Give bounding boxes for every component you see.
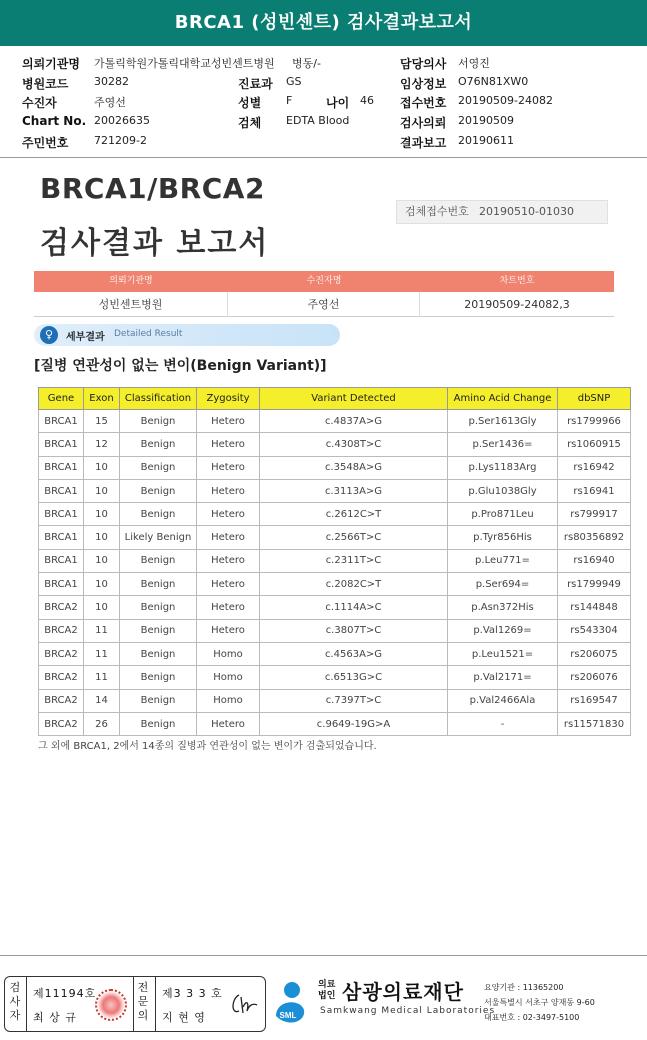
resident-no-value: 721209-2 bbox=[94, 134, 147, 147]
department-label: 진료과 bbox=[238, 77, 273, 91]
report-heading-genes: BRCA1/BRCA2 bbox=[40, 172, 265, 205]
signature-icon bbox=[227, 989, 259, 1019]
cell-gene: BRCA1 bbox=[39, 573, 84, 596]
detail-result-label: 세부결과 bbox=[66, 332, 105, 343]
hospital-code-label: 병원코드 bbox=[22, 77, 69, 91]
inspector-role: 검사자 bbox=[9, 981, 21, 1022]
col-header-dbsnp: dbSNP bbox=[558, 388, 631, 410]
summary-header-subject: 수진자명 bbox=[306, 276, 342, 286]
report-date-value: 20190611 bbox=[458, 134, 514, 147]
cell-variant: c.2082C>T bbox=[260, 573, 448, 596]
specimen-value: EDTA Blood bbox=[286, 114, 350, 127]
agency-number: 요양기관 : 11365200 bbox=[484, 983, 564, 992]
divider bbox=[26, 977, 27, 1031]
variant-note: 그 외에 BRCA1, 2에서 14종의 질병과 연관성이 없는 변이가 검출되었습니다. bbox=[38, 741, 377, 752]
receipt-no-value: 20190509-24082 bbox=[458, 94, 553, 107]
cell-amino-acid: p.Asn372His bbox=[448, 596, 558, 619]
cell-amino-acid: p.Pro871Leu bbox=[448, 503, 558, 526]
cell-amino-acid: p.Ser1613Gly bbox=[448, 410, 558, 433]
cell-amino-acid: p.Tyr856His bbox=[448, 526, 558, 549]
cell-gene: BRCA1 bbox=[39, 549, 84, 572]
table-row bbox=[39, 689, 631, 712]
cell-exon: 26 bbox=[84, 712, 120, 735]
cell-dbsnp: rs144848 bbox=[558, 596, 631, 619]
cell-variant: c.3807T>C bbox=[260, 619, 448, 642]
inspector-name: 최 상 규 bbox=[33, 1011, 77, 1024]
doctor-value: 서영진 bbox=[458, 57, 490, 70]
cell-exon: 11 bbox=[84, 666, 120, 689]
age-value: 46 bbox=[360, 94, 374, 107]
col-header-gene: Gene bbox=[39, 388, 84, 410]
org-address: 서울특별시 서초구 양재동 9-60 bbox=[484, 998, 595, 1007]
inspector-license: 제11194호 bbox=[33, 987, 97, 1000]
cell-variant: c.4308T>C bbox=[260, 433, 448, 456]
cell-amino-acid: p.Leu771= bbox=[448, 549, 558, 572]
col-header-classification: Classification bbox=[120, 388, 197, 410]
cell-exon: 11 bbox=[84, 619, 120, 642]
cell-zygosity: Hetero bbox=[197, 596, 260, 619]
summary-header-institution: 의뢰기관명 bbox=[109, 276, 153, 286]
cell-dbsnp: rs799917 bbox=[558, 503, 631, 526]
subject-label: 수진자 bbox=[22, 96, 57, 110]
org-phone: 대표번호 : 02-3497-5100 bbox=[484, 1013, 580, 1022]
org-name: 삼광의료재단 bbox=[342, 980, 464, 1004]
summary-value-subject: 주영선 bbox=[228, 292, 420, 317]
age-label: 나이 bbox=[326, 96, 350, 110]
cell-classification: Benign bbox=[120, 479, 197, 502]
cell-dbsnp: rs80356892 bbox=[558, 526, 631, 549]
divider bbox=[155, 977, 156, 1031]
cell-dbsnp: rs543304 bbox=[558, 619, 631, 642]
cell-dbsnp: rs16941 bbox=[558, 479, 631, 502]
cell-amino-acid: p.Lys1183Arg bbox=[448, 456, 558, 479]
divider bbox=[133, 977, 134, 1031]
cell-variant: c.2612C>T bbox=[260, 503, 448, 526]
cell-amino-acid: p.Val1269= bbox=[448, 619, 558, 642]
table-row bbox=[39, 433, 631, 456]
cell-dbsnp: rs206075 bbox=[558, 642, 631, 665]
cell-exon: 14 bbox=[84, 689, 120, 712]
variant-table-body bbox=[39, 410, 631, 736]
cell-gene: BRCA1 bbox=[39, 456, 84, 479]
cell-zygosity: Hetero bbox=[197, 712, 260, 735]
cell-classification: Benign bbox=[120, 573, 197, 596]
specimen-receipt-value: 20190510-01030 bbox=[479, 205, 574, 218]
table-row bbox=[39, 549, 631, 572]
summary-value-institution: 성빈센트병원 bbox=[34, 292, 228, 317]
cell-classification: Benign bbox=[120, 642, 197, 665]
cell-classification: Benign bbox=[120, 666, 197, 689]
ribbon-icon: ♀ bbox=[40, 326, 58, 344]
cell-dbsnp: rs1799966 bbox=[558, 410, 631, 433]
cell-gene: BRCA1 bbox=[39, 433, 84, 456]
subject-value: 주영선 bbox=[94, 96, 126, 109]
cell-classification: Benign bbox=[120, 619, 197, 642]
cell-exon: 10 bbox=[84, 573, 120, 596]
cell-variant: c.6513G>C bbox=[260, 666, 448, 689]
chart-no-label: Chart No. bbox=[22, 114, 87, 128]
clinical-info-value: O76N81XW0 bbox=[458, 75, 529, 88]
cell-dbsnp: rs11571830 bbox=[558, 712, 631, 735]
cell-zygosity: Hetero bbox=[197, 503, 260, 526]
cell-amino-acid: p.Val2466Ala bbox=[448, 689, 558, 712]
cell-classification: Benign bbox=[120, 433, 197, 456]
cell-variant: c.3113A>G bbox=[260, 479, 448, 502]
table-row bbox=[39, 642, 631, 665]
table-row bbox=[39, 503, 631, 526]
cell-gene: BRCA2 bbox=[39, 689, 84, 712]
summary-table bbox=[34, 271, 614, 317]
col-header-zygosity: Zygosity bbox=[197, 388, 260, 410]
signature-box bbox=[4, 976, 266, 1032]
table-row bbox=[39, 596, 631, 619]
footer bbox=[0, 955, 647, 1040]
col-header-amino-acid: Amino Acid Change bbox=[448, 388, 558, 410]
cell-variant: c.7397T>C bbox=[260, 689, 448, 712]
cell-zygosity: Hetero bbox=[197, 410, 260, 433]
cell-gene: BRCA2 bbox=[39, 666, 84, 689]
cell-gene: BRCA2 bbox=[39, 642, 84, 665]
cell-zygosity: Hetero bbox=[197, 549, 260, 572]
variant-table bbox=[38, 387, 631, 736]
table-row bbox=[39, 479, 631, 502]
cell-zygosity: Hetero bbox=[197, 573, 260, 596]
cell-amino-acid: p.Leu1521= bbox=[448, 642, 558, 665]
cell-variant: c.1114A>C bbox=[260, 596, 448, 619]
org-name-en: Samkwang Medical Laboratories bbox=[320, 1006, 496, 1016]
cell-zygosity: Homo bbox=[197, 666, 260, 689]
ward-value: 병동/- bbox=[292, 57, 321, 70]
doctor-label: 담당의사 bbox=[400, 57, 447, 71]
department-value: GS bbox=[286, 75, 302, 88]
cell-gene: BRCA2 bbox=[39, 712, 84, 735]
variant-table-header bbox=[39, 388, 631, 410]
cell-classification: Benign bbox=[120, 549, 197, 572]
section-title: [질병 연관성이 없는 변이(Benign Variant)] bbox=[34, 358, 327, 374]
cell-exon: 10 bbox=[84, 526, 120, 549]
cell-exon: 10 bbox=[84, 596, 120, 619]
col-header-variant: Variant Detected bbox=[260, 388, 448, 410]
report-sheet bbox=[30, 172, 626, 760]
request-date-label: 검사의뢰 bbox=[400, 116, 447, 130]
table-row bbox=[39, 573, 631, 596]
cell-exon: 15 bbox=[84, 410, 120, 433]
cell-gene: BRCA1 bbox=[39, 526, 84, 549]
cell-dbsnp: rs1060915 bbox=[558, 433, 631, 456]
report-date-label: 결과보고 bbox=[400, 136, 447, 150]
table-row bbox=[39, 410, 631, 433]
report-heading-title: 검사결과 보고서 bbox=[40, 226, 270, 261]
institution-label: 의뢰기관명 bbox=[22, 57, 80, 71]
specimen-receipt-label: 검체접수번호 bbox=[405, 205, 469, 218]
detail-result-label-en: Detailed Result bbox=[114, 329, 183, 339]
cell-zygosity: Homo bbox=[197, 689, 260, 712]
cell-classification: Benign bbox=[120, 410, 197, 433]
resident-no-label: 주민번호 bbox=[22, 136, 69, 150]
cell-zygosity: Hetero bbox=[197, 433, 260, 456]
cell-classification: Benign bbox=[120, 712, 197, 735]
hospital-code-value: 30282 bbox=[94, 75, 129, 88]
sex-label: 성별 bbox=[238, 96, 262, 110]
clinical-info-label: 임상정보 bbox=[400, 77, 447, 91]
chart-no-value: 20026635 bbox=[94, 114, 150, 127]
institution-value: 가톨릭학원가톨릭대학교성빈센트병원 bbox=[94, 57, 275, 70]
seal-stamp-icon bbox=[95, 989, 127, 1021]
summary-value-chart: 20190509-24082,3 bbox=[464, 298, 570, 311]
summary-value-row bbox=[34, 292, 614, 317]
sex-value: F bbox=[286, 94, 293, 107]
cell-variant: c.3548A>G bbox=[260, 456, 448, 479]
cell-exon: 10 bbox=[84, 479, 120, 502]
specialist-role: 전문의 bbox=[137, 981, 149, 1022]
receipt-no-label: 접수번호 bbox=[400, 96, 447, 110]
cell-exon: 11 bbox=[84, 642, 120, 665]
specimen-label: 검체 bbox=[238, 116, 262, 130]
detail-result-banner bbox=[34, 324, 340, 346]
table-row bbox=[39, 456, 631, 479]
cell-zygosity: Homo bbox=[197, 642, 260, 665]
cell-classification: Benign bbox=[120, 503, 197, 526]
col-header-exon: Exon bbox=[84, 388, 120, 410]
logo-text: SML bbox=[279, 1011, 297, 1020]
cell-exon: 10 bbox=[84, 549, 120, 572]
table-row bbox=[39, 619, 631, 642]
cell-variant: c.9649-19G>A bbox=[260, 712, 448, 735]
cell-exon: 10 bbox=[84, 456, 120, 479]
cell-gene: BRCA1 bbox=[39, 479, 84, 502]
cell-dbsnp: rs16942 bbox=[558, 456, 631, 479]
specialist-license: 제3 3 3 호 bbox=[162, 987, 223, 1000]
summary-header-row bbox=[34, 271, 614, 292]
cell-variant: c.2311T>C bbox=[260, 549, 448, 572]
cell-amino-acid: p.Glu1038Gly bbox=[448, 479, 558, 502]
cell-classification: Benign bbox=[120, 596, 197, 619]
request-date-value: 20190509 bbox=[458, 114, 514, 127]
specimen-receipt-box bbox=[396, 200, 608, 224]
cell-amino-acid: - bbox=[448, 712, 558, 735]
table-row bbox=[39, 666, 631, 689]
cell-zygosity: Hetero bbox=[197, 619, 260, 642]
cell-dbsnp: rs169547 bbox=[558, 689, 631, 712]
cell-dbsnp: rs16940 bbox=[558, 549, 631, 572]
cell-zygosity: Hetero bbox=[197, 456, 260, 479]
cell-variant: c.4837A>G bbox=[260, 410, 448, 433]
cell-gene: BRCA1 bbox=[39, 410, 84, 433]
cell-dbsnp: rs206076 bbox=[558, 666, 631, 689]
cell-variant: c.2566T>C bbox=[260, 526, 448, 549]
cell-dbsnp: rs1799949 bbox=[558, 573, 631, 596]
org-type: 의료법인 bbox=[318, 980, 336, 1001]
cell-gene: BRCA2 bbox=[39, 596, 84, 619]
cell-gene: BRCA1 bbox=[39, 503, 84, 526]
cell-gene: BRCA2 bbox=[39, 619, 84, 642]
table-row bbox=[39, 712, 631, 735]
sml-logo-icon bbox=[270, 976, 306, 1032]
cell-amino-acid: p.Val2171= bbox=[448, 666, 558, 689]
table-row bbox=[39, 526, 631, 549]
cell-amino-acid: p.Ser1436= bbox=[448, 433, 558, 456]
specialist-name: 지 현 영 bbox=[162, 1011, 206, 1024]
cell-zygosity: Hetero bbox=[197, 479, 260, 502]
cell-amino-acid: p.Ser694= bbox=[448, 573, 558, 596]
cell-zygosity: Hetero bbox=[197, 526, 260, 549]
cell-classification: Likely Benign bbox=[120, 526, 197, 549]
report-title: BRCA1 (성빈센트) 검사결과보고서 bbox=[0, 0, 647, 46]
cell-classification: Benign bbox=[120, 456, 197, 479]
cell-variant: c.4563A>G bbox=[260, 642, 448, 665]
summary-header-chart: 차트번호 bbox=[499, 276, 535, 286]
cell-exon: 10 bbox=[84, 503, 120, 526]
patient-info bbox=[0, 50, 647, 158]
cell-classification: Benign bbox=[120, 689, 197, 712]
cell-exon: 12 bbox=[84, 433, 120, 456]
